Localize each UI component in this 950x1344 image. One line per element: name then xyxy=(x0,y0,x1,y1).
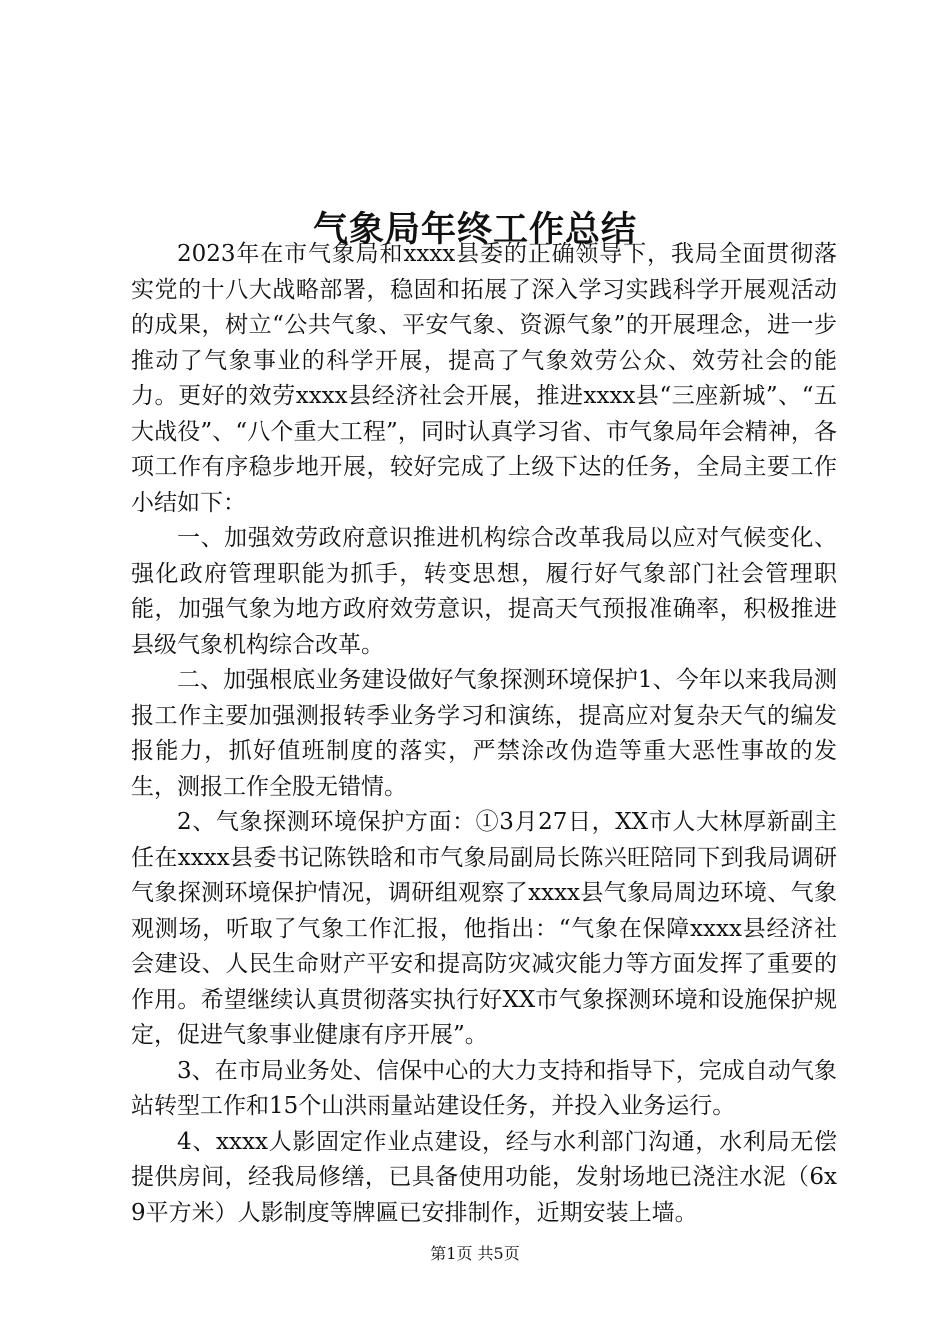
paragraph-item-2: 2、气象探测环境保护方面：①3月27日，XX市人大林厚新副主任在xxxx县委书记陈铁晗和市气象局副局长陈兴旺陪同下到我局调研气象探测环境保护情况，调研组观察了xxxx县气象局周边环境、气象观测场，听取了气象工作汇报，他指出：“气象在保障xxxx县经济社会建设、人民生命财产平安和提高防灾减灾能力等方面发挥了重要的作用。希望继续认真贯彻落实执行好XX市气象探测环境和设施保护规定，促进气象事业健康有序开展”。 xyxy=(131,809,837,1048)
paragraph-section-1: 一、加强效劳政府意识推进机构综合改革我局以应对气候变化、强化政府管理职能为抓手，转变思想，履行好气象部门社会管理职能，加强气象为地方政府效劳意识，提高天气预报准确率，积极推进县级气象机构综合改革。 xyxy=(131,525,837,658)
paragraph-intro: 2023年在市气象局和xxxx县委的正确领导下，我局全面贯彻落实党的十八大战略部署，稳固和拓展了深入学习实践科学开展观活动的成果，树立“公共气象、平安气象、资源气象”的开展理念，进一步推动了气象事业的科学开展，提高了气象效劳公众、效劳社会的能力。更好的效劳xxxx县经济社会开展，推进xxxx县“三座新城”、“五大战役”、“八个重大工程”，同时认真学习省、市气象局年会精神，各项工作有序稳步地开展，较好完成了上级下达的任务，全局主要工作小结如下： xyxy=(131,241,837,516)
paragraph-item-3: 3、在市局业务处、信保中心的大力支持和指导下，完成自动气象站转型工作和15个山洪雨量站建设任务，并投入业务运行。 xyxy=(131,1057,837,1119)
paragraph-item-4: 4、xxxx人影固定作业点建设，经与水利部门沟通，水利局无偿提供房间，经我局修缮，已具备使用功能，发射场地已浇注水泥（6x9平方米）人影制度等牌匾已安排制作，近期安装上墙。 xyxy=(131,1128,837,1226)
document-body xyxy=(131,237,837,1231)
document-title: 气象局年终工作总结 xyxy=(312,209,637,251)
paragraph-section-2: 二、加强根底业务建设做好气象探测环境保护1、今年以来我局测报工作主要加强测报转季业务学习和演练，提高应对复杂天气的编发报能力，抓好值班制度的落实，严禁涂改伪造等重大恶性事故的发生，测报工作全股无错情。 xyxy=(131,667,837,800)
page-number-footer: 第1页 共5页 xyxy=(430,1244,520,1263)
